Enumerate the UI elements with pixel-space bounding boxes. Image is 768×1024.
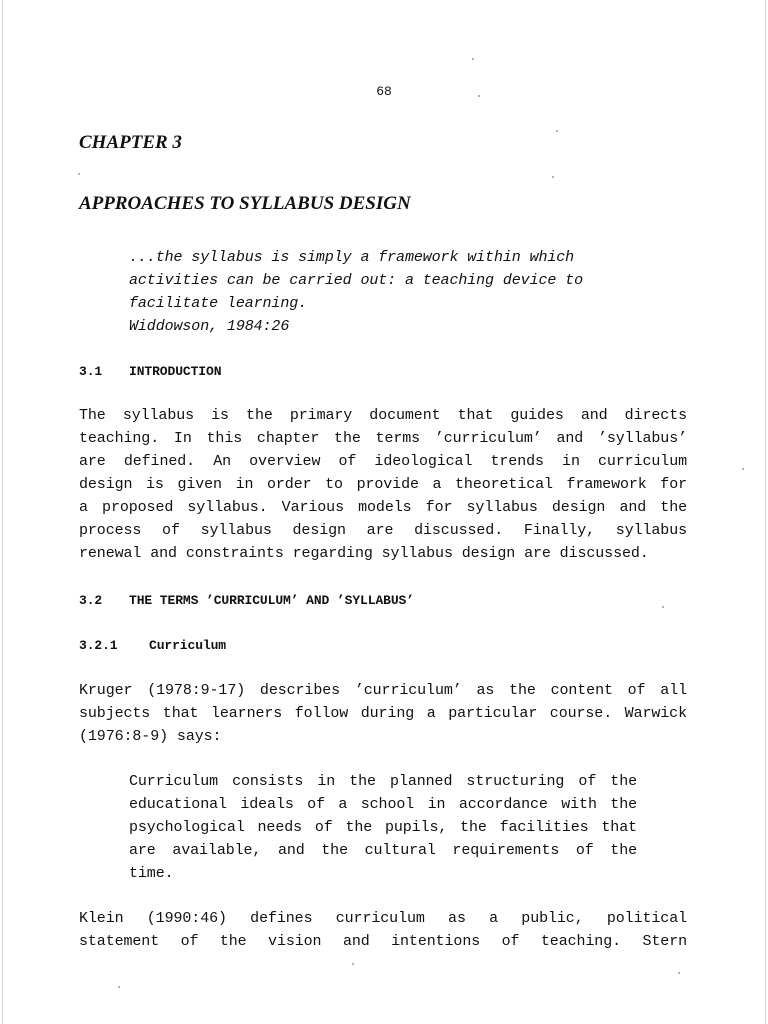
scan-speck: [478, 95, 480, 97]
section-title: INTRODUCTION: [129, 364, 222, 379]
paragraph-line: are defined. An overview of ideological trends in curriculum: [79, 453, 687, 470]
section-title: THE TERMS ’CURRICULUM’ AND ’SYLLABUS’: [129, 593, 414, 608]
section-title: Curriculum: [149, 638, 227, 653]
scan-speck: [352, 963, 354, 965]
paragraph-line: subjects that learners follow during a particular course. Warwick: [79, 705, 687, 722]
section-number: 3.2.1: [79, 638, 118, 653]
page-number: 68: [376, 84, 392, 99]
chapter-title: APPROACHES TO SYLLABUS DESIGN: [79, 193, 411, 214]
quote-line: psychological needs of the pupils, the facilities that: [129, 819, 637, 836]
scan-speck: [742, 468, 744, 470]
paragraph-line: design is given in order to provide a theoretical framework for: [79, 476, 687, 493]
scan-edge-right: [765, 0, 766, 1024]
warwick-quote: [129, 770, 637, 885]
curriculum-paragraph: [79, 679, 687, 748]
quote-line: Curriculum consists in the planned structuring of the: [129, 773, 637, 790]
quote-line: are available, and the cultural requirements of the: [129, 842, 637, 859]
scan-speck: [78, 173, 80, 175]
quote-line: time.: [129, 865, 174, 882]
scan-speck: [552, 176, 554, 178]
paragraph-line: statement of the vision and intentions of teaching. Stern: [79, 933, 687, 950]
intro-paragraph: [79, 404, 687, 565]
epigraph-line: facilitate learning.: [129, 295, 308, 312]
epigraph: [129, 246, 669, 338]
epigraph-line: activities can be carried out: a teaching device to: [129, 272, 583, 289]
chapter-label: CHAPTER 3: [79, 132, 182, 153]
scan-speck: [678, 972, 680, 974]
section-number: 3.1: [79, 364, 103, 379]
epigraph-attribution: Widdowson, 1984:26: [129, 318, 290, 335]
scan-speck: [556, 130, 558, 132]
paragraph-line: renewal and constraints regarding syllabus design are discussed.: [79, 545, 649, 562]
paragraph-line: process of syllabus design are discussed. Finally, syllabus: [79, 522, 687, 539]
quote-line: educational ideals of a school in accordance with the: [129, 796, 637, 813]
paragraph-line: Kruger (1978:9-17) describes ’curriculum’ as the content of all: [79, 682, 687, 699]
paragraph-line: The syllabus is the primary document that guides and directs: [79, 407, 687, 424]
scan-speck: [472, 58, 474, 60]
paragraph-line: a proposed syllabus. Various models for syllabus design and the: [79, 499, 687, 516]
paragraph-line: Klein (1990:46) defines curriculum as a public, political: [79, 910, 687, 927]
section-heading-introduction: [79, 360, 221, 383]
section-number: 3.2: [79, 593, 103, 608]
scan-speck: [118, 986, 120, 988]
klein-paragraph: [79, 907, 687, 953]
scan-edge-left: [2, 0, 3, 1024]
section-heading-terms: [79, 589, 414, 612]
epigraph-line: ...the syllabus is simply a framework within which: [129, 249, 575, 266]
section-heading-curriculum: [79, 634, 226, 657]
scan-speck: [662, 606, 664, 608]
paragraph-line: teaching. In this chapter the terms ’curriculum’ and ’syllabus’: [79, 430, 687, 447]
paragraph-line: (1976:8-9) says:: [79, 728, 222, 745]
